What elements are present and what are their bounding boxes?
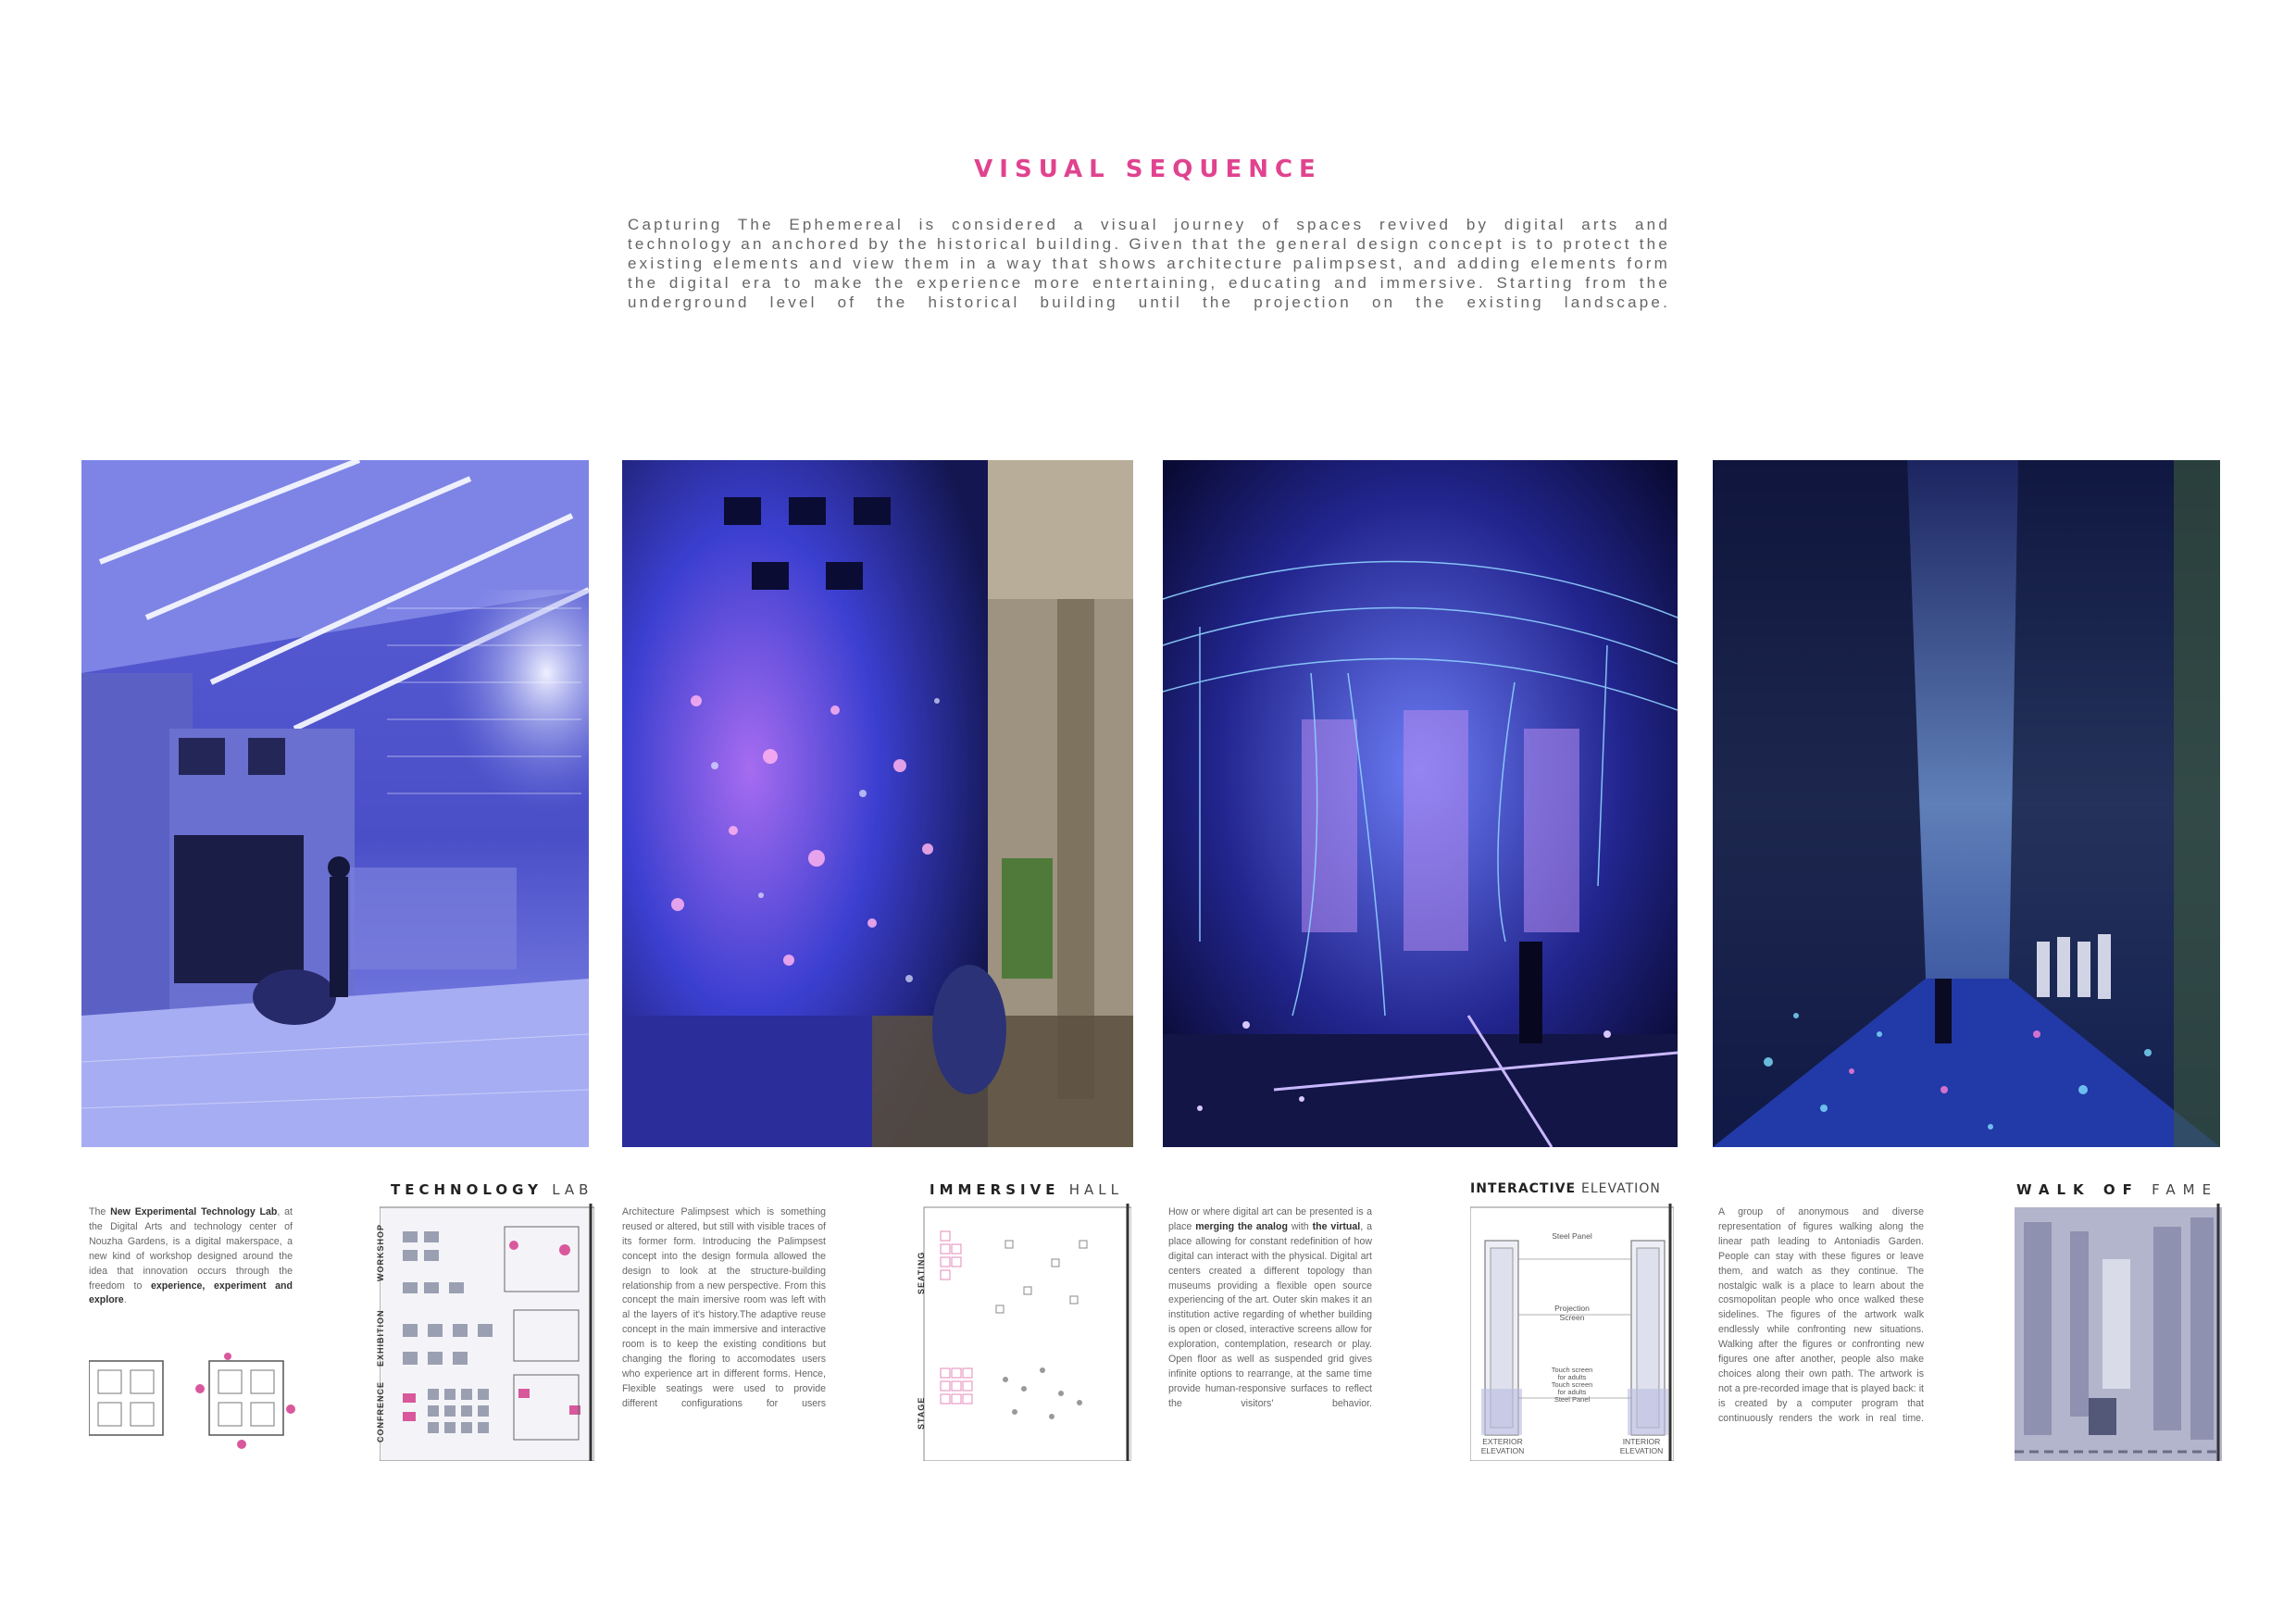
label-steel-panel: Steel Panel (1552, 1231, 1592, 1241)
render-walk-of-fame (1713, 460, 2220, 1147)
label-projection-screen: Projection Screen (1554, 1304, 1590, 1322)
label-workshop: WORKSHOP (376, 1224, 385, 1281)
render-technology-lab (81, 460, 589, 1147)
label-exhibition: EXHIBITION (376, 1309, 385, 1367)
diagram-title: INTERACTIVE ELEVATION (1470, 1181, 1661, 1196)
diagram-title: WALK OF FAME (2016, 1181, 2219, 1198)
label-seating: SEATING (917, 1251, 926, 1294)
render-immersive-hall (622, 460, 1133, 1147)
page-title: VISUAL SEQUENCE (974, 156, 1322, 183)
diagram-technology-lab (376, 1181, 594, 1461)
diagram-immersive-hall (917, 1181, 1131, 1461)
caption-walk-of-fame: A group of anonymous and diverse representation of figures walking along the linear path leading to Antoniadis Garden. People can stay with these figures or leave them, and watch as they continue. The nostalgic walk is a place to learn about the cosmopolitan people who once walked these sidelines. The figures of the artwork walk endlessly while confronting new situations. Walking after the figures or confronting new figures one after another, people also make choices along their own path. The artwork is not a pre-recorded image that is played back: it is created by a computer program that continuously renders the work in real time. (1718, 1206, 1924, 1424)
caption-interactive-elevation: How or where digital art can be presented is a place merging the analog with the virtual, a place allowing for constant redefinition of how digital can interact with the physical. Digital art centers created a different topology than museums providing a flexible open source experiencing of the art. Outer skin makes it an institution active regarding of whether building is open or closed, interactive screens allow for exploration, contemplation, research or play. Open floor as well as suspended grid gives infinite options to rearrange, at the same time provide human-responsive surfaces to reflect the visitors' behavior. (1168, 1206, 1372, 1409)
diagram-interactive-elevation (1470, 1181, 1674, 1461)
label-conference: CONFRENCE (376, 1380, 385, 1442)
intro-paragraph: Capturing The Ephemereal is considered a visual journey of spaces revived by digital arts and technology an anchored by the historical building. Given that the general design concept is to protect the existing elements and view them in a way that shows architecture palimpsest, and adding elements form the digital era to make the experience more entertaining, educating and immersive. Starting from the underground level of the historical building until the projection on the existing landscape. (628, 216, 1670, 311)
diagram-title: IMMERSIVE HALL (930, 1181, 1123, 1198)
label-stage: STAGE (917, 1396, 926, 1429)
lab-plan-thumbnails (89, 1352, 311, 1458)
render-interactive-elevation (1163, 460, 1678, 1147)
label-interior-elevation: INTERIOR ELEVATION (1619, 1437, 1664, 1455)
diagram-walk-of-fame (2015, 1181, 2222, 1461)
caption-technology-lab: The New Experimental Technology Lab, at the Digital Arts and technology center of Nouzha Gardens, is a digital makerspace, a new kind of workshop designed around the idea that innovation occurs through the freedom to experience, experiment and explore. (89, 1206, 293, 1306)
label-exterior-elevation: EXTERIOR ELEVATION (1480, 1437, 1525, 1455)
caption-immersive-hall: Architecture Palimpsest which is something reused or altered, but still with visible traces of its former form. Introducing the Palimpsest concept into the design formula allowed the design to look at the structure-building relationship from a new perspective. From this concept the main imersive room was left with al the layers of it's history.The adaptive reuse concept in the main immersive and interactive room is to keep the existing conditions but changing the floring to accomodates users who experience art in different forms. Hence, Flexible seatings were used to provide different configurations for users (622, 1206, 826, 1409)
diagram-title: TECHNOLOGY LAB (391, 1181, 593, 1198)
label-touch-screen: Touch screen for adults Touch screen for adults Steel Panel (1551, 1366, 1593, 1404)
